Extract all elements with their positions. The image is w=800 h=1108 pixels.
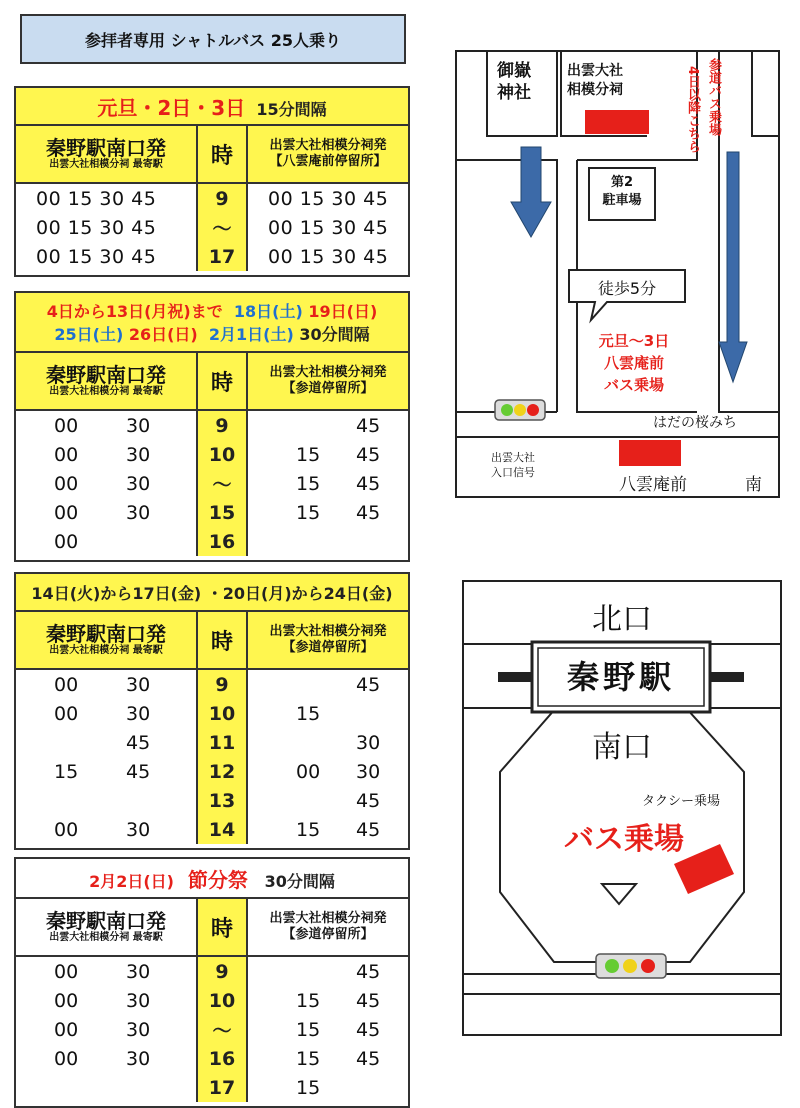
table-row: [16, 1015, 408, 1044]
return-min-1: 15: [296, 444, 321, 466]
table-row: [16, 957, 408, 986]
depart-min-2: 45: [126, 732, 151, 754]
izumo-label-2: 相模分祠: [567, 82, 623, 98]
row-hour: 14: [196, 815, 248, 844]
title-part: 2月1日(土): [197, 325, 294, 344]
depart-min-2: 30: [126, 1019, 151, 1041]
table-row: [16, 469, 408, 498]
sando-bus-text: 参道バス乗場: [706, 58, 721, 136]
depart-min-1: 00: [54, 961, 79, 983]
signal-label: [491, 450, 535, 480]
return-min-2: 45: [356, 1048, 381, 1070]
table-row: [16, 670, 408, 699]
timetable-weekend: [14, 291, 410, 562]
col-izumo-stop: 【参道停留所】: [282, 640, 374, 655]
title-part: 18日(土): [222, 302, 303, 321]
table-header: [16, 126, 408, 184]
signal-label-2: 入口信号: [491, 466, 535, 479]
col-hadano-sub: 出雲大社相模分祠 最寄駅: [49, 645, 163, 656]
parking-label-1: 第2: [610, 175, 634, 190]
depart-min-2: 30: [126, 1048, 151, 1070]
row-left: 00 15 30 45: [36, 188, 157, 210]
timetable-title: [16, 859, 408, 899]
row-hour: 9: [196, 957, 248, 986]
walk-label: 徒歩5分: [597, 279, 657, 298]
table-row: [16, 699, 408, 728]
depart-min-1: 00: [54, 473, 79, 495]
title-part: 25日(土): [54, 325, 124, 344]
table-row: [16, 527, 408, 556]
col-izumo-stop: 【参道停留所】: [282, 927, 374, 942]
parking-label-2: 駐車場: [602, 193, 642, 208]
row-right: 00 15 30 45: [268, 217, 389, 239]
row-hour: 〜: [196, 469, 248, 498]
row-hour: 16: [196, 527, 248, 556]
depart-min-1: 15: [54, 761, 79, 783]
col-hadano: 秦野駅南口発: [46, 909, 166, 933]
title-interval: 15分間隔: [245, 99, 327, 119]
return-min-1: 15: [296, 1077, 321, 1099]
row-hour: 9: [196, 411, 248, 440]
col-hadano-sub: 出雲大社相模分祠 最寄駅: [49, 932, 163, 943]
south-label: 南: [745, 475, 762, 495]
road-label: はだの桜みち: [653, 415, 737, 431]
row-hour: 10: [196, 699, 248, 728]
return-min-1: 15: [296, 473, 321, 495]
ganjitsu-label: [579, 330, 689, 396]
timetable-title: [16, 574, 408, 612]
table-body: [16, 957, 408, 1106]
table-row: [16, 411, 408, 440]
timetable-weekday: [14, 572, 410, 850]
col-hadano-sub: 出雲大社相模分祠 最寄駅: [49, 386, 163, 397]
depart-min-1: 00: [54, 1019, 79, 1041]
table-row: [16, 184, 408, 213]
depart-min-2: 30: [126, 473, 151, 495]
sando-bus-label: [700, 58, 720, 136]
title-days: 元旦・2日・3日: [97, 95, 246, 120]
izumo-label-1: 出雲大社: [567, 63, 623, 79]
return-min-2: 45: [356, 415, 381, 437]
row-hour: 16: [196, 1044, 248, 1073]
col-hour: 時: [196, 612, 248, 668]
return-min-2: 45: [356, 444, 381, 466]
depart-min-1: 00: [54, 502, 79, 524]
row-hour: 10: [196, 986, 248, 1015]
ganjitsu-line-3: バス乗場: [603, 376, 664, 394]
depart-min-2: 30: [126, 674, 151, 696]
table-row: [16, 440, 408, 469]
row-left: 00 15 30 45: [36, 217, 157, 239]
table-row: [16, 986, 408, 1015]
page-title: 参拝者専用 シャトルバス 25人乗り: [85, 30, 341, 50]
table-header: [16, 353, 408, 411]
timetable-title: [16, 88, 408, 126]
table-header: [16, 612, 408, 670]
shrine-map: [455, 50, 780, 498]
col-izumo: 出雲大社相模分祠発: [269, 624, 387, 639]
parking-label: [589, 174, 655, 210]
return-min-2: 30: [356, 732, 381, 754]
depart-min-1: 00: [54, 990, 79, 1012]
shrine-label: [497, 60, 531, 104]
depart-min-2: 30: [126, 502, 151, 524]
timetable-newyear: [14, 86, 410, 277]
row-hour: 10: [196, 440, 248, 469]
depart-min-2: 30: [126, 961, 151, 983]
table-row: [16, 213, 408, 242]
row-hour: 12: [196, 757, 248, 786]
table-row: [16, 728, 408, 757]
return-min-2: 30: [356, 761, 381, 783]
col-hour: 時: [196, 126, 248, 182]
return-min-1: 15: [296, 1019, 321, 1041]
col-izumo-stop: 【八雲庵前停留所】: [269, 154, 387, 169]
table-row: [16, 498, 408, 527]
col-hour: 時: [196, 899, 248, 955]
col-hour: 時: [196, 353, 248, 409]
depart-min-1: 00: [54, 703, 79, 725]
table-row: [16, 1073, 408, 1102]
title-days: 14日(火)から17日(金) ・20日(月)から24日(金): [31, 583, 393, 603]
depart-min-1: 00: [54, 674, 79, 696]
return-min-1: 15: [296, 502, 321, 524]
taxi-label: タクシー乗場: [642, 794, 721, 809]
row-hour: 17: [196, 1073, 248, 1102]
ganjitsu-line-1: 元旦〜3日: [598, 332, 670, 350]
title-part: 4日から13日(月祝)まで: [46, 302, 223, 321]
depart-min-2: 30: [126, 444, 151, 466]
return-min-1: 15: [296, 1048, 321, 1070]
station-label: 秦野駅: [566, 658, 675, 696]
depart-min-2: 30: [126, 990, 151, 1012]
table-body: [16, 670, 408, 848]
depart-min-2: 30: [126, 819, 151, 841]
row-left: 00 15 30 45: [36, 246, 157, 268]
shrine-label-1: 御嶽: [497, 61, 531, 81]
col-hadano: 秦野駅南口発: [46, 622, 166, 646]
depart-min-1: 00: [54, 415, 79, 437]
depart-min-1: 00: [54, 444, 79, 466]
return-min-2: 45: [356, 473, 381, 495]
col-izumo: 出雲大社相模分祠発: [269, 365, 387, 380]
col-izumo: 出雲大社相模分祠発: [269, 138, 387, 153]
table-row: [16, 242, 408, 271]
return-min-2: 45: [356, 790, 381, 812]
row-hour: 15: [196, 498, 248, 527]
south-exit-label: 南口: [592, 730, 652, 765]
return-min-1: 00: [296, 761, 321, 783]
col-izumo: 出雲大社相模分祠発: [269, 911, 387, 926]
depart-min-2: 30: [126, 415, 151, 437]
depart-min-1: 00: [54, 819, 79, 841]
table-row: [16, 757, 408, 786]
return-min-2: 45: [356, 961, 381, 983]
timetable-setsubun: [14, 857, 410, 1108]
ganjitsu-line-2: 八雲庵前: [603, 354, 664, 372]
depart-min-2: 30: [126, 703, 151, 725]
title-part: 19日(日): [302, 302, 378, 321]
north-exit-label: 北口: [592, 602, 652, 637]
return-min-1: 15: [296, 819, 321, 841]
title-interval: 30分間隔: [247, 871, 335, 891]
table-body: [16, 184, 408, 275]
col-hadano-sub: 出雲大社相模分祠 最寄駅: [49, 159, 163, 170]
depart-min-1: 00: [54, 531, 79, 553]
row-hour: 17: [196, 242, 248, 271]
return-min-2: 45: [356, 674, 381, 696]
signal-label-1: 出雲大社: [491, 451, 535, 464]
row-right: 00 15 30 45: [268, 188, 389, 210]
bus-stop-label: バス乗場: [564, 822, 684, 857]
col-izumo-stop: 【参道停留所】: [282, 381, 374, 396]
row-hour: 〜: [196, 213, 248, 242]
table-body: [16, 411, 408, 560]
timetable-title: [16, 293, 408, 353]
station-map-lines: [464, 582, 780, 1034]
shrine-label-2: 神社: [497, 83, 531, 103]
row-hour: 9: [196, 670, 248, 699]
row-hour: 9: [196, 184, 248, 213]
title-date: 2月2日(日): [89, 871, 174, 891]
row-hour: 11: [196, 728, 248, 757]
return-min-1: 15: [296, 703, 321, 725]
return-min-2: 45: [356, 990, 381, 1012]
table-row: [16, 786, 408, 815]
col-hadano: 秦野駅南口発: [46, 136, 166, 160]
page-header: [20, 14, 406, 64]
title-event: 節分祭: [173, 867, 248, 892]
return-min-2: 45: [356, 502, 381, 524]
table-header: [16, 899, 408, 957]
depart-min-2: 45: [126, 761, 151, 783]
return-min-2: 45: [356, 1019, 381, 1041]
after4-text: 4日以降こちら: [685, 66, 700, 154]
izumo-label: [567, 62, 623, 100]
row-right: 00 15 30 45: [268, 246, 389, 268]
row-hour: 〜: [196, 1015, 248, 1044]
station-map: [462, 580, 782, 1036]
depart-min-1: 00: [54, 1048, 79, 1070]
title-part: 26日(日): [123, 325, 198, 344]
return-min-2: 45: [356, 819, 381, 841]
after4-label: [679, 66, 699, 153]
title-interval: 30分間隔: [293, 325, 370, 344]
table-row: [16, 1044, 408, 1073]
table-row: [16, 815, 408, 844]
yakumoan-label: 八雲庵前: [619, 475, 687, 495]
row-hour: 13: [196, 786, 248, 815]
return-min-1: 15: [296, 990, 321, 1012]
col-hadano: 秦野駅南口発: [46, 363, 166, 387]
